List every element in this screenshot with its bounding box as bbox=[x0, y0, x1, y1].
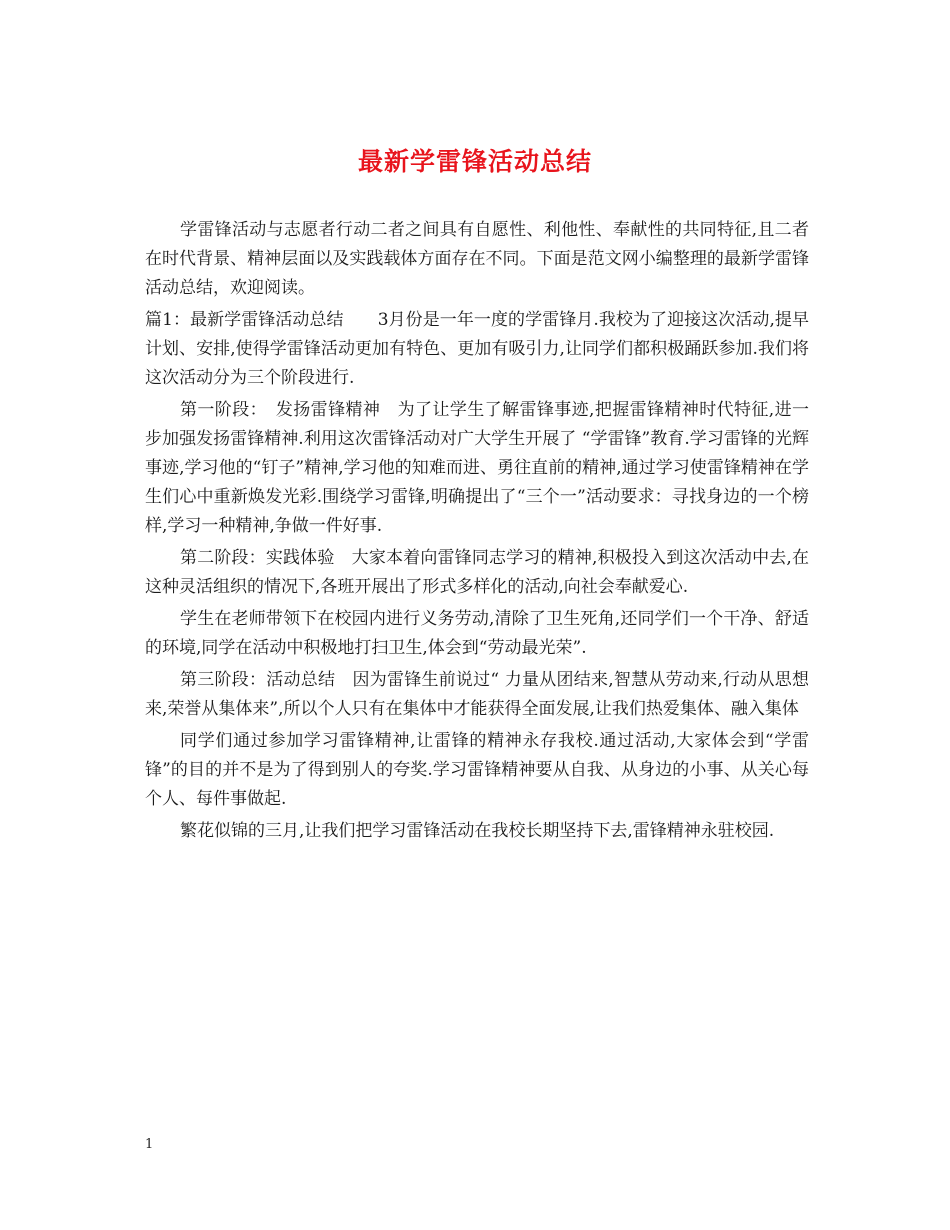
page-number: 1 bbox=[145, 1137, 154, 1152]
paragraph-closing: 繁花似锦的三月,让我们把学习雷锋活动在我校长期坚持下去,雷锋精神永驻校园. bbox=[180, 821, 775, 841]
paragraph-labor: 学生在老师带领下在校园内进行义务劳动,清除了卫生死角,还同学们一个干净、舒适的环境,同学在活动中积极地打扫卫生,体会到“劳动最光荣”. bbox=[145, 609, 809, 658]
paragraph-stage3: 第三阶段：活动总结 因为雷锋生前说过“ 力量从团结来,智慧从劳动来,行动从思想来,荣誉从集体来”,所以个人只有在集体中才能获得全面发展,让我们热爱集体、融入集体 bbox=[145, 670, 809, 719]
paragraph-stage2: 第二阶段：实践体验 大家本着向雷锋同志学习的精神,积极投入到这次活动中去,在这种灵活组织的情况下,各班开展出了形式多样化的活动,向社会奉献爱心. bbox=[145, 548, 809, 597]
paragraph-reflection: 同学们通过参加学习雷锋精神,让雷锋的精神永存我校.通过活动,大家体会到“学雷锋”的目的并不是为了得到别人的夸奖.学习雷锋精神要从自我、从身边的小事、从关心每个人、每件事做起. bbox=[145, 731, 809, 809]
paragraph-stage1: 第一阶段： 发扬雷锋精神 为了让学生了解雷锋事迹,把握雷锋精神时代特征,进一步加强发扬雷锋精神.利用这次雷锋活动对广大学生开展了 “学雷锋”教育.学习雷锋的光辉事迹,学习他的“钉子”精神,学习他的知难而进、勇往直前的精神,通过学习使雷锋精神在学生们心中重新焕发光彩.围绕学习雷锋,明确提出了“三个一”活动要求：寻找身边的一个榜样,学习一种精神,争做一件好事. bbox=[145, 400, 809, 536]
document-title: 最新学雷锋活动总结 bbox=[357, 147, 592, 176]
paragraph-intro: 学雷锋活动与志愿者行动二者之间具有自愿性、利他性、奉献性的共同特征,且二者在时代背景、精神层面以及实践载体方面存在不同。下面是范文网小编整理的最新学雷锋活动总结，欢迎阅读。 bbox=[145, 220, 809, 298]
paragraph-part1: 篇1：最新学雷锋活动总结 3月份是一年一度的学雷锋月.我校为了迎接这次活动,提早计划、安排,使得学雷锋活动更加有特色、更加有吸引力,让同学们都积极踊跃参加.我们将这次活动分为三个阶段进行. bbox=[145, 310, 809, 388]
document-body bbox=[145, 216, 809, 846]
